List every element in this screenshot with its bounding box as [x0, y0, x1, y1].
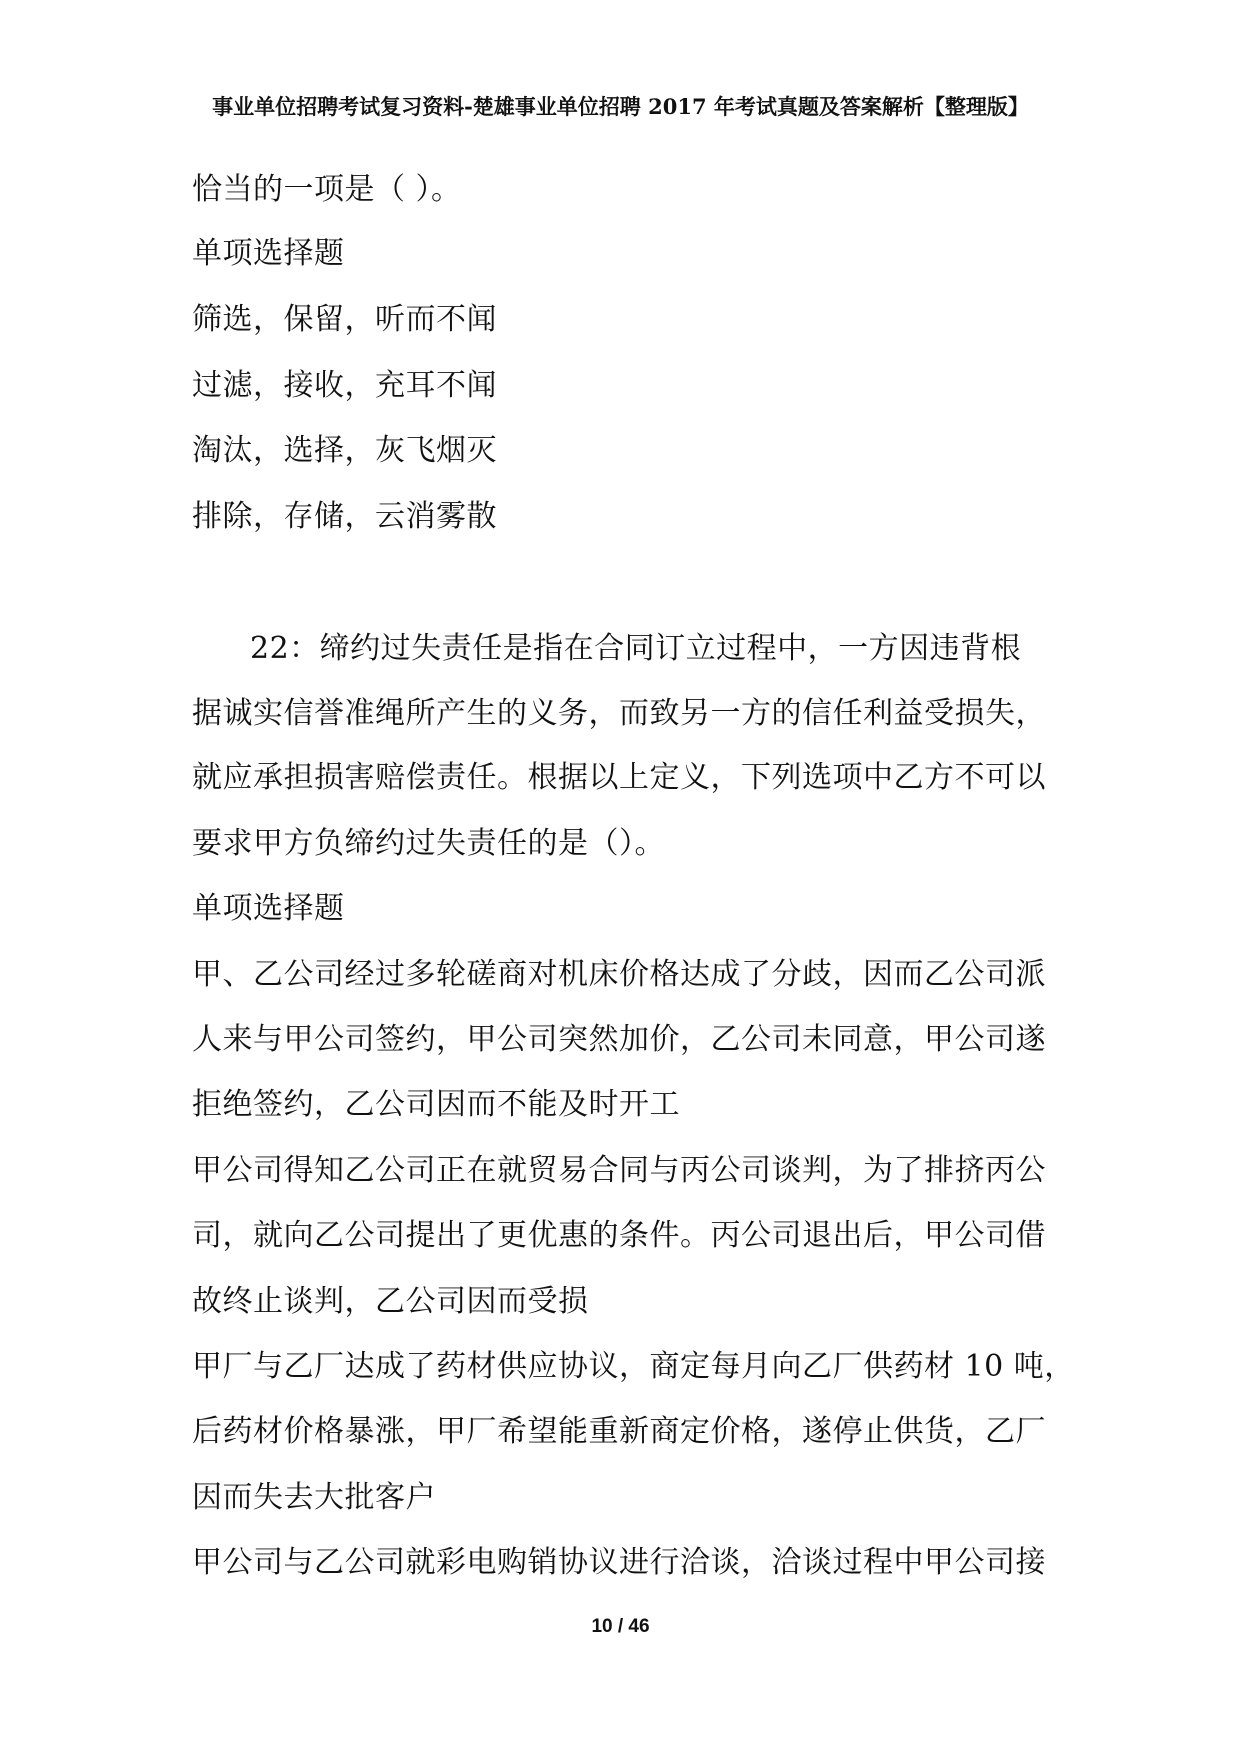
question-stem-line: 22：缔约过失责任是指在合同订立过程中，一方因违背根 — [250, 631, 1022, 666]
question-type-label: 单项选择题 — [192, 891, 345, 926]
option-line: 甲厂与乙厂达成了药材供应协议，商定每月向乙厂供药材 10 吨， — [192, 1349, 1075, 1384]
question-stem-line: 恰当的一项是（ ）。 — [192, 172, 462, 207]
option-line: 甲、乙公司经过多轮磋商对机床价格达成了分歧，因而乙公司派 — [192, 957, 1046, 992]
option-line: 后药材价格暴涨，甲厂希望能重新商定价格，遂停止供货，乙厂 — [192, 1414, 1046, 1449]
page-header: 事业单位招聘考试复习资料-楚雄事业单位招聘 2017 年考试真题及答案解析【整理版】 — [212, 94, 1029, 119]
option-line: 司，就向乙公司提出了更优惠的条件。丙公司退出后，甲公司借 — [192, 1218, 1046, 1253]
option-a: 筛选，保留，听而不闻 — [192, 302, 497, 337]
option-c: 淘汰，选择，灰飞烟灭 — [192, 433, 497, 468]
option-line: 因而失去大批客户 — [192, 1480, 436, 1515]
option-line: 甲公司得知乙公司正在就贸易合同与丙公司谈判，为了排挤丙公 — [192, 1153, 1046, 1188]
option-b: 过滤，接收，充耳不闻 — [192, 368, 497, 403]
question-stem-line: 据诚实信誉准绳所产生的义务，而致另一方的信任利益受损失， — [192, 696, 1046, 731]
page-number: 10 / 46 — [591, 1616, 650, 1637]
option-line: 人来与甲公司签约，甲公司突然加价，乙公司未同意，甲公司遂 — [192, 1022, 1046, 1057]
question-type-label: 单项选择题 — [192, 236, 345, 271]
question-stem-line: 就应承担损害赔偿责任。根据以上定义，下列选项中乙方不可以 — [192, 760, 1046, 795]
option-d: 排除，存储，云消雾散 — [192, 499, 497, 534]
option-line: 故终止谈判，乙公司因而受损 — [192, 1284, 589, 1319]
question-stem-line: 要求甲方负缔约过失责任的是（）。 — [192, 826, 665, 861]
option-line: 拒绝签约，乙公司因而不能及时开工 — [192, 1087, 680, 1122]
option-line: 甲公司与乙公司就彩电购销协议进行洽谈，洽谈过程中甲公司接 — [192, 1545, 1046, 1580]
